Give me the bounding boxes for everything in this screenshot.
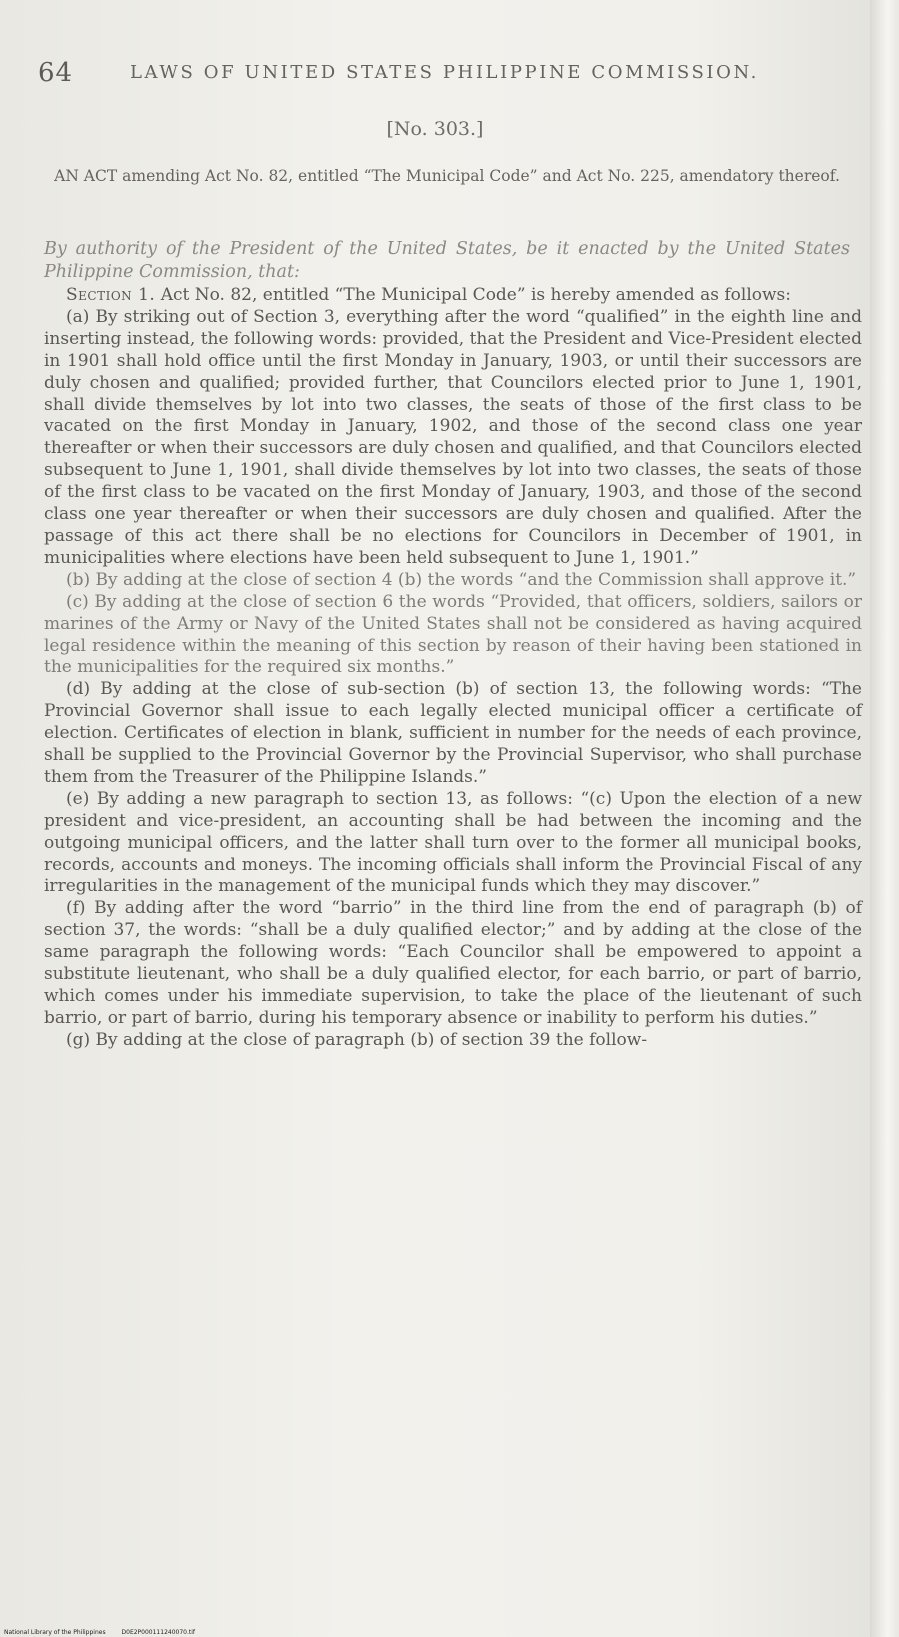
paragraph-e: (e) By adding a new paragraph to section 13, as follows: “(c) Upon the election of a new president and vice-president, an accounting shall be had between the incoming and the outgoing municipal officers, and the latter shall turn over to the former all municipal books, records, accounts and moneys. The incoming officials shall inform the Provincial Fiscal of any irregularities in the management of the municipal funds which they may discover.” [44,788,862,897]
section-label: Section 1. [66,285,156,305]
page-number: 64 [38,58,74,88]
page-header [38,58,838,94]
library-credit: National Library of the Philippines [4,1629,106,1636]
page-edge [870,0,899,1637]
paragraph-c: (c) By adding at the close of section 6 the words “Provided, that officers, soldiers, sailors or marines of the Army or Navy of the United States shall not be considered as having acquired legal residence within the meaning of this section by reason of their having been stationed in the municipalities for the required six months.” [44,591,862,678]
act-title: AN ACT amending Act No. 82, entitled “The Municipal Code” and Act No. 225, amendatory thereof. [54,167,840,185]
enacting-clause: By authority of the President of the United States, be it enacted by the United States Philippine Commission, that: [44,239,850,282]
scan-code: D0E2P000111240070.tif [121,1629,196,1636]
paragraph-d: (d) By adding at the close of sub-section (b) of section 13, the following words: “The Provincial Governor shall issue to each legally elected municipal officer a certificate of election. Certificates of election in blank, sufficient in number for the needs of each province, shall be supplied to the Provincial Governor by the Provincial Supervisor, who shall purchase them from the Treasurer of the Philippine Islands.” [44,679,862,787]
section-1 [44,285,862,307]
paragraph-b: (b) By adding at the close of section 4 (b) the words “and the Commission shall approve it.” [66,569,857,590]
paragraph-a: (a) By striking out of Section 3, everything after the word “qualified” in the eighth line and inserting instead, the following words: provided, that the President and Vice-President elected in 1901 shall hold office until the first Monday in January, 1903, or until their successors are duly chosen and qualified; provided further, that Councilors elected prior to June 1, 1901, shall divide themselves by lot into two classes, the seats of those of the first class to be vacated on the first Monday in January, 1902, and those of the second class one year thereafter or when their successors are duly chosen and qualified, and that Councilors elected subsequent to June 1, 1901, shall divide themselves by lot into two classes, the seats of those of the first class to be vacated on the first Monday of January, 1903, and those of the second class one year thereafter or when their successors are duly chosen and qualified. After the passage of this act there shall be no elections for Councilors in December of 1901, in municipalities where elections have been held subsequent to June 1, 1901.” [44,306,862,568]
scan-footer [4,1629,209,1636]
paragraph-f: (f) By adding after the word “barrio” in the third line from the end of paragraph (b) of section 37, the words: “shall be a duly qualified elector;” and by adding at the close of the same paragraph the following words: “Each Councilor shall be empowered to appoint a substitute lieutenant, who shall be a duly qualified elector, for each barrio, or part of barrio, which comes under his immediate supervision, to take the place of the lieutenant of such barrio, or part of barrio, during his temporary absence or inability to perform his duties.” [44,898,862,1028]
act-number: [No. 303.] [386,118,484,140]
paragraph-g: (g) By adding at the close of paragraph (b) of section 39 the follow- [66,1029,648,1050]
running-title: LAWS OF UNITED STATES PHILIPPINE COMMISSION. [130,62,759,83]
section-1-text: Act No. 82, entitled “The Municipal Code” is hereby amended as follows: [155,285,792,305]
act-body [44,285,862,1052]
